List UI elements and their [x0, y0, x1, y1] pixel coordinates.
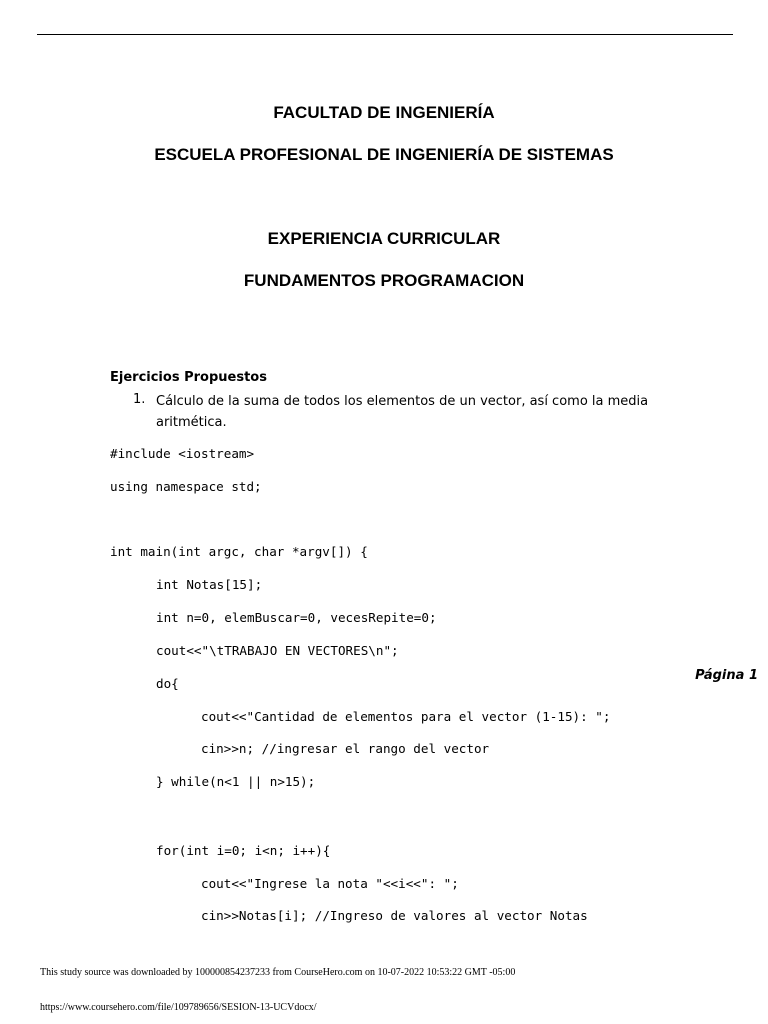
- code-line-do: do{: [156, 676, 179, 691]
- code-line-namespace: using namespace std;: [110, 479, 262, 494]
- page-number-label: Página 1: [695, 668, 758, 683]
- source-url: https://www.coursehero.com/file/109789656/SESION-13-UCVdocx/: [40, 1002, 317, 1013]
- faculty-heading: FACULTAD DE INGENIERÍA: [273, 103, 495, 122]
- code-line-while: } while(n<1 || n>15);: [156, 774, 316, 789]
- list-item-number: 1.: [133, 392, 146, 407]
- code-line-cout-title: cout<<"\tTRABAJO EN VECTORES\n";: [156, 643, 399, 658]
- section-title: Ejercicios Propuestos: [110, 370, 267, 385]
- list-item-text: Cálculo de la suma de todos los elementos de un vector, así como la media aritmética.: [156, 394, 649, 430]
- code-line-cout-quantity: cout<<"Cantidad de elementos para el vector (1-15): ";: [201, 709, 611, 724]
- code-line-cout-nota: cout<<"Ingrese la nota "<<i<<": ";: [201, 876, 459, 891]
- course-heading: FUNDAMENTOS PROGRAMACION: [243, 271, 525, 290]
- school-heading: ESCUELA PROFESIONAL DE INGENIERÍA DE SISTEMAS: [154, 145, 614, 164]
- curricular-experience-heading: EXPERIENCIA CURRICULAR: [267, 229, 501, 248]
- code-line-for: for(int i=0; i<n; i++){: [156, 843, 331, 858]
- code-line-main: int main(int argc, char *argv[]) {: [110, 544, 368, 559]
- code-line-include: #include <iostream>: [110, 446, 255, 461]
- code-line-int-decl: int n=0, elemBuscar=0, vecesRepite=0;: [156, 610, 437, 625]
- code-line-cin-notas: cin>>Notas[i]; //Ingreso de valores al vector Notas: [201, 908, 588, 923]
- top-divider: [37, 34, 733, 35]
- download-note: This study source was downloaded by 100000854237233 from CourseHero.com on 10-07-2022 10:53:22 GMT -05:00: [40, 967, 516, 978]
- code-line-array-decl: int Notas[15];: [156, 577, 263, 592]
- code-line-cin-n: cin>>n; //ingresar el rango del vector: [201, 741, 490, 756]
